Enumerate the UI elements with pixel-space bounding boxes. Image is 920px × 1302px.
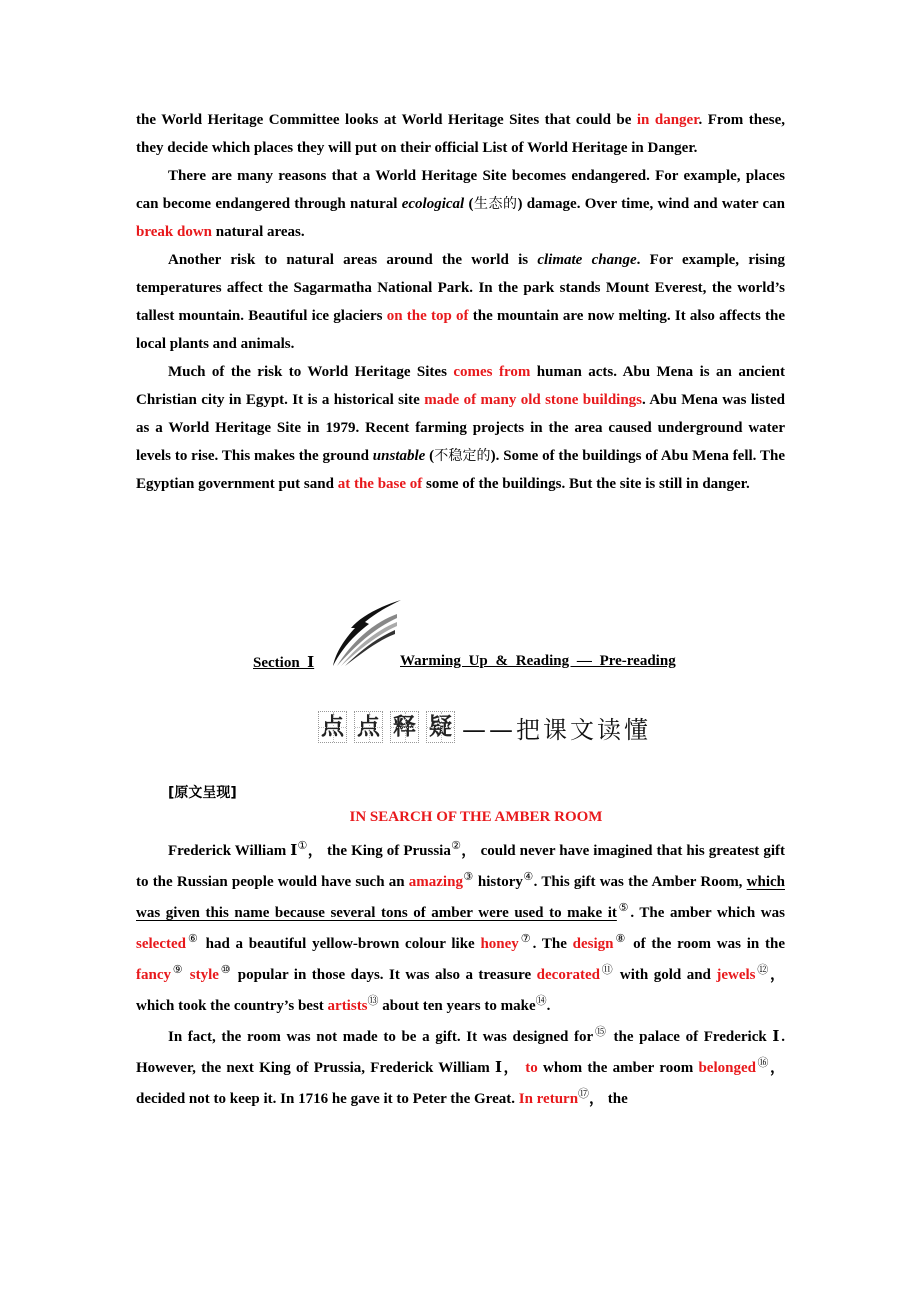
paragraph <box>136 358 785 498</box>
boxed-char: 点 <box>354 711 383 743</box>
intro-text <box>136 106 785 498</box>
swoosh-decoration-icon <box>331 598 403 668</box>
boxed-char: 疑 <box>426 711 455 743</box>
text-run: about ten years to make <box>378 998 536 1014</box>
text-run: the mountain are now melting. It also affects the local plants and animals. <box>136 308 785 352</box>
article-body <box>136 836 785 1115</box>
text-run: ) damage. Over time, wind and water can <box>517 196 785 212</box>
text-run: Another risk to natural areas around the world is <box>168 252 538 268</box>
banner-subtitle: ——把课文读懂 <box>462 715 651 744</box>
paragraph <box>136 836 785 1022</box>
section-heading <box>253 598 713 673</box>
footnote-marker: ⑮ <box>593 1026 608 1038</box>
text-run: popular in those days. It was also a treasure <box>232 967 537 983</box>
text-run: the palace of Frederick Ⅰ. However, the next King of Prussia, Frederick William Ⅰ， <box>136 1029 785 1076</box>
text-run: climate change <box>537 252 637 268</box>
footnote-marker: ② <box>450 840 462 852</box>
paragraph <box>136 162 785 246</box>
footnote-marker: ⑧ <box>613 933 628 945</box>
highlighted-phrase: belonged <box>698 1060 756 1076</box>
text-run: natural areas. <box>212 224 305 240</box>
text-run: . Abu Mena was listed as a World Heritage Site in 1979. Recent farming projects in the area caused underground water levels to rise. This makes the ground <box>136 392 786 464</box>
text-run: Much of the risk to World Heritage Sites <box>168 364 454 380</box>
footnote-marker: ⑬ <box>367 995 379 1007</box>
footnote-marker: ① <box>297 840 308 852</box>
text-run: ( <box>425 448 435 464</box>
text-run: . The amber which was <box>630 905 785 921</box>
text-run: . For example, rising temperatures affect the Sagarmatha National Park. In the park stands Mount Everest, the world’s tallest mountain. Beautiful ice glaciers <box>136 252 785 324</box>
text-run: There are many reasons that a World Heritage Site becomes endangered. For example, places can become endangered through natural <box>136 168 785 212</box>
text-run: 生态的 <box>473 196 518 212</box>
section-title: Warming Up & Reading — Pre-reading <box>400 653 676 669</box>
article-title: IN SEARCH OF THE AMBER ROOM <box>349 809 603 825</box>
banner-heading <box>318 709 651 745</box>
highlighted-phrase: amazing <box>408 874 463 890</box>
text-run: which was given this name because several tons of amber were used to make it <box>136 874 785 921</box>
footnote-marker: ⑭ <box>535 995 547 1007</box>
highlighted-phrase: honey <box>480 936 519 952</box>
text-run: ( <box>464 196 474 212</box>
footnote-marker: ⑩ <box>218 964 233 976</box>
footnote-marker: ⑥ <box>185 933 200 945</box>
text-run: . The <box>532 936 573 952</box>
text-run: unstable <box>372 448 426 464</box>
highlighted-phrase: In return <box>518 1091 579 1107</box>
text-run: ， the <box>589 1091 628 1107</box>
footnote-marker: ④ <box>522 871 534 883</box>
boxed-char: 点 <box>318 711 347 743</box>
footnote-marker: ⑰ <box>578 1088 590 1100</box>
footnote-marker: ⑫ <box>755 964 770 976</box>
highlighted-phrase: artists <box>327 998 368 1014</box>
highlighted-phrase: break down <box>136 224 212 240</box>
text-run: . <box>546 998 551 1014</box>
highlighted-phrase: comes from <box>453 364 531 380</box>
text-run: ). Some of the buildings of Abu Mena fell. The Egyptian government put sand <box>136 448 785 492</box>
section-label: Section Ⅰ <box>253 655 315 671</box>
text-run: Frederick William Ⅰ <box>168 843 298 859</box>
footnote-marker: ⑦ <box>518 933 533 945</box>
text-run: history <box>473 874 523 890</box>
text-run: . From these, they decide which places they will put on their official List of World Heritage in Danger. <box>136 112 785 156</box>
original-text-label: [原文呈现] <box>168 785 237 801</box>
highlighted-phrase: selected <box>136 936 186 952</box>
text-run: with gold and <box>614 967 717 983</box>
text-run: ， which took the country’s best <box>136 967 785 1014</box>
highlighted-phrase: at the base of <box>337 476 423 492</box>
highlighted-phrase: jewels <box>716 967 756 983</box>
text-run: ， could never have imagined that his greatest gift to the Russian people would have such an <box>136 843 785 890</box>
text-run: ， decided not to keep it. In 1716 he gave it to Peter the Great. <box>136 1060 786 1107</box>
boxed-char: 释 <box>390 711 419 743</box>
paragraph <box>136 246 785 358</box>
highlighted-phrase: on the top of <box>386 308 469 324</box>
text-run: In fact, the room was not made to be a gift. It was designed for <box>168 1029 594 1045</box>
footnote-marker: ⑯ <box>755 1057 770 1069</box>
highlighted-phrase: decorated <box>536 967 600 983</box>
text-run: . This gift was the Amber Room, <box>533 874 747 890</box>
highlighted-phrase: style <box>189 967 219 983</box>
footnote-marker: ⑤ <box>616 902 631 914</box>
highlighted-phrase: made of many old stone buildings <box>424 392 643 408</box>
paragraph <box>136 106 785 162</box>
footnote-marker: ③ <box>462 871 474 883</box>
footnote-marker: ⑨ <box>171 964 185 976</box>
text-run: ecological <box>401 196 465 212</box>
highlighted-phrase: in danger <box>636 112 699 128</box>
text-run: some of the buildings. But the site is still in danger. <box>422 476 750 492</box>
text-run: of the room was in the <box>627 936 785 952</box>
paragraph <box>136 1022 785 1115</box>
text-run: 不稳定的 <box>434 448 491 464</box>
highlighted-phrase: to <box>525 1060 538 1076</box>
footnote-marker: ⑪ <box>599 964 615 976</box>
highlighted-phrase: fancy <box>136 967 171 983</box>
text-run: ， the King of Prussia <box>307 843 451 859</box>
text-run: had a beautiful yellow-brown colour like <box>199 936 481 952</box>
text-run: the World Heritage Committee looks at World Heritage Sites that could be <box>136 112 637 128</box>
highlighted-phrase: design <box>572 936 614 952</box>
text-run: whom the amber room <box>537 1060 699 1076</box>
text-run: human acts. Abu Mena is an ancient Christian city in Egypt. It is a historical site <box>136 364 785 408</box>
